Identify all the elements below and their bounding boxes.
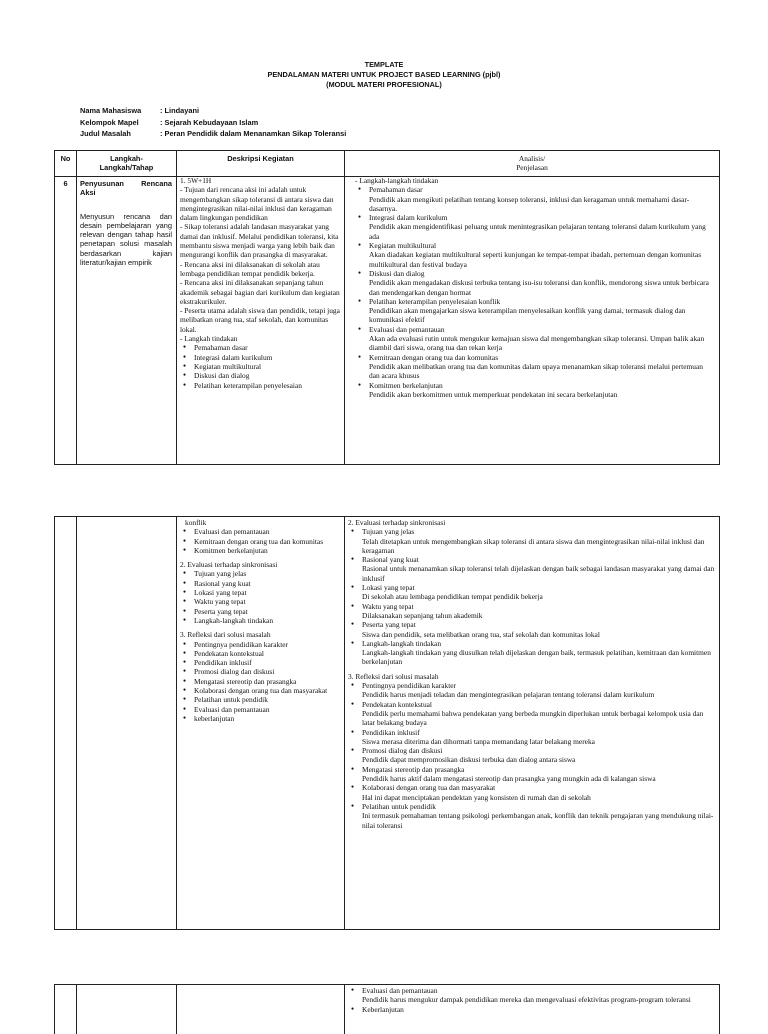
column-header-langkah: Langkah- Langkah/Tahap	[99, 154, 154, 173]
meta-row-group	[80, 117, 346, 129]
analysis-item-title: ● Kegiatan multikultural	[355, 241, 715, 250]
list-item: ● Pendekatan kontekstual	[180, 649, 342, 658]
meta-label: Kelompok Mapel	[80, 117, 139, 127]
analysis-item-title: ● Keberlanjutan	[348, 1005, 716, 1014]
analysis-item-text: Pendidik akan melibatkan orang tua dan komunitas dalam upaya menanamkan sikap toleransi melalui pertemuan dan acara khusus	[369, 361, 703, 381]
analysis-item-title: ● Rasional yang kuat	[348, 555, 716, 564]
description-paragraph: - Langkah tindakan	[180, 334, 238, 344]
description-paragraph: - Rencana aksi ini dilaksanakan sepanjang tahun akademik sebagai bagian dari kurikulum dan kegiatan ekstrakurikuler.	[180, 278, 340, 306]
analysis-item-text: Pendidik harus menjadi teladan dan mengintegrasikan pelajaran tentang toleransi dalam kurikulum	[362, 690, 655, 700]
step-title: Penyusunan Rencana Aksi	[80, 179, 172, 198]
analysis-item-title: ● Kemitraan dengan orang tua dan komunitas	[355, 353, 715, 362]
list-item: ● Komitmen berkelanjutan	[180, 546, 342, 555]
analysis-item-title: ● Pendekatan kontekstual	[348, 700, 716, 709]
section-title: 3. Refleksi dari solusi masalah	[180, 630, 271, 640]
analysis-item-text: Pendidik harus mengukur dampak pendidikan mereka dan mengevaluasi efektivitas program-program toleransi	[362, 995, 691, 1005]
list-item: ● keberlanjutan	[180, 714, 342, 723]
section-title: 3. Refleksi dari solusi masalah	[348, 671, 439, 681]
analysis-item-text: Pendidik perlu memahami bahwa pendekatan yang berbeda mungkin diperlukan untuk berbagai kelompok usia dan latar belakang budaya	[362, 708, 704, 728]
meta-row-title	[80, 128, 346, 140]
description-continued: konflik	[185, 518, 207, 527]
analysis-item-title: ● Kolaborasi dengan orang tua dan masyarakat	[348, 783, 716, 792]
description-cell	[180, 176, 342, 390]
list-item: ● Pendidikan inklusif	[180, 658, 342, 667]
analysis-item-text: Pendidik akan mengidentifikasi peluang untuk menintegrasikan pelajaran tentang toleransi dalam kurikulum yang ada	[369, 222, 706, 241]
list-item: ● Waktu yang tepat	[180, 597, 342, 606]
header-line-3: (MODUL MATERI PROFESIONAL)	[326, 80, 442, 89]
analysis-item-text: Langkah-langkah tindakan yang diusulkan telah dijelaskan dengan baik, termasuk pelatihan, kemitraan dan komitmen berkelanjutan	[362, 648, 711, 667]
list-item: ● Lokasi yang tepat	[180, 588, 342, 597]
analysis-item-text: Siswa merasa diterima dan dihormati tanpa memandang latar belakang mereka	[362, 736, 595, 746]
list-item: ● Diskusi dan dialog	[180, 371, 342, 380]
list-item: ● Kemitraan dengan orang tua dan komunitas	[180, 537, 342, 546]
analysis-item-text: Hal ini dapat menciptakan pendektan yang konsisten di rumah dan di sekolah	[362, 792, 591, 802]
column-header-deskripsi: Deskripsi Kegiatan	[227, 154, 294, 163]
header-line-2: PENDALAMAN MATERI UNTUK PROJECT BASED LEARNING (pjbl)	[267, 70, 501, 79]
meta-info	[80, 105, 346, 140]
description-cell	[180, 518, 342, 723]
list-item: ● Promosi dialog dan diskusi	[180, 667, 342, 676]
analysis-item-text: Akan diadakan kegiatan multikultural seperti kunjungan ke tempat-tempat ibadah, pertemuan dengan komunitas multikultural dan festival budaya	[369, 250, 702, 269]
list-item: ● Mengatasi stereotip dan prasangka	[180, 677, 342, 686]
analysis-item-text: Dilaksanakan sepanjang tahun akademik	[362, 610, 483, 620]
analysis-item-text: Rasional untuk menanamkan sikap toleransi telah dijelaskan dengan baik sebagai landasan masyarakat yang damai dan inklusif	[362, 564, 715, 583]
description-paragraph: - Rencana aksi ini dilaksanakan di sekolah atau lembaga pendidikan tempat pendidik bekerja.	[180, 259, 320, 278]
list-item: ● Evaluasi dan pemantauan	[180, 527, 342, 536]
meta-value: : Sejarah Kebudayaan Islam	[160, 117, 259, 127]
analysis-item-text: Pendidikan akan mengajarkan siswa keterampilan menyelesaikan konflik yang damai, termasuk dialog dan komunikasi efektif	[369, 306, 686, 325]
analysis-item-text: Pendidik akan berkomitmen untuk memperkuat pendekatan ini secara berkelanjutan	[369, 389, 618, 399]
analysis-item-text: Telah ditetapkan untuk mengembangkan sikap toleransi di antara siswa dan mengintegrasikan nilai-nilai inklusi dan keragaman	[362, 536, 705, 555]
analysis-item-title: ● Pelatihan keterampilan penyelesaian konflik	[355, 297, 715, 306]
analysis-item-title: ● Evaluasi dan pemantauan	[348, 986, 716, 995]
analysis-item-title: ● Waktu yang tepat	[348, 602, 716, 611]
analysis-item-title: ● Evaluasi dan pemantauan	[355, 325, 715, 334]
list-item: ● Kolaborasi dengan orang tua dan masyarakat	[180, 686, 342, 695]
analysis-cell	[348, 986, 716, 1014]
list-item: ● Pemahaman dasar	[180, 343, 342, 352]
section-title: 2. Evaluasi terhadap sinkronisasi	[180, 560, 278, 570]
analysis-item-text: Pendidik dapat mempromosikan diskusi terbuka dan dialog antara siswa	[362, 755, 576, 765]
meta-value: : Lindayani	[160, 106, 200, 115]
row-number: 6	[63, 179, 68, 188]
analysis-item-text: Pendidik akan mengadakan diskusi terbuka tentang isu-isu toleransi dan konflik, mendorong siswa untuk berbicara dan mendengarkan dengan hormat	[369, 278, 709, 297]
list-item: ● Evaluasi dan pemantauan	[180, 705, 342, 714]
analysis-item-title: ● Komitmen berkelanjutan	[355, 381, 715, 390]
analysis-item-title: ● Pendidikan inklusif	[348, 728, 716, 737]
table-section-1	[54, 150, 720, 465]
list-item: ● Langkah-langkah tindakan	[180, 616, 342, 625]
analysis-item-text: Pendidik harus aktif dalam mengatasi stereotip dan prasangka yang mungkin ada di kalangan siswa	[362, 774, 656, 784]
analysis-item-title: ● Langkah-langkah tindakan	[348, 639, 716, 648]
list-item: ● Pentingnya pendidikan karakter	[180, 640, 342, 649]
analysis-item-title: ● Diskusi dan dialog	[355, 269, 715, 278]
analysis-item-title: ● Integrasi dalam kurikulum	[355, 213, 715, 222]
analysis-cell	[355, 176, 715, 399]
section-title: 2. Evaluasi terhadap sinkronisasi	[348, 518, 446, 527]
description-paragraph: - Peserta utama adalah siswa dan pendidik, tetapi juga melibatkan orang tua, staf sekolah, dan komunitas lokal.	[180, 306, 340, 334]
analysis-item-title: ● Pelatihan untuk pendidik	[348, 802, 716, 811]
list-item: ● Tujuan yang jelas	[180, 569, 342, 578]
list-item: ● Pelatihan untuk pendidik	[180, 695, 342, 704]
meta-row-name	[80, 105, 346, 117]
header-line-1: TEMPLATE	[364, 60, 404, 69]
analysis-item-text: Ini termasuk pemahaman tentang psikologi perkembangan anak, konflik dan teknik pengajaran yang mendukung nilai-nilai toleransi	[362, 811, 714, 830]
meta-label: Nama Mahasiswa	[80, 106, 142, 115]
analysis-item-text: Di sekolah atau lembaga pendidikan tempat pendidik bekerja	[362, 592, 543, 602]
analysis-item-title: ● Tujuan yang jelas	[348, 527, 716, 536]
step-cell	[80, 179, 172, 267]
list-item: ● Integrasi dalam kurikulum	[180, 353, 342, 362]
meta-label: Judul Masalah	[80, 129, 131, 139]
analysis-item-title: ● Peserta yang tepat	[348, 620, 716, 629]
list-item: ● Kegiatan multikultural	[180, 362, 342, 371]
analysis-item-title: ● Pemahaman dasar	[355, 185, 715, 194]
analysis-item-title: ● Promosi dialog dan diskusi	[348, 746, 716, 755]
document-header	[0, 60, 768, 90]
list-item: ● Rasional yang kuat	[180, 579, 342, 588]
analysis-title: - Langkah-langkah tindakan	[355, 176, 439, 185]
table-section-3	[54, 984, 720, 1034]
list-item: ● Peserta yang tepat	[180, 607, 342, 616]
analysis-item-title: ● Lokasi yang tepat	[348, 583, 716, 592]
list-item: ● Pelatihan keterampilan penyelesaian	[180, 381, 342, 390]
column-header-no: No	[60, 154, 71, 163]
analysis-item-text: Akan ada evaluasi rutin untuk mengukur kemajuan siswa dal mengembangkan sikap toleransi. Umpan balik akan diambil dari siswa, orang tua dan rekan kerja	[369, 334, 705, 353]
analysis-cell	[348, 518, 716, 830]
description-paragraph: - Sikap toleransi adalah landasan masyarakat yang damai dan inklusif. Melalui pendidikan toleransi, kita membantu siswa menjadi warga yang lebih baik dan mengurangi konflik dan prasangka di masyarakat.	[180, 222, 339, 260]
analysis-item-text: Pendidik akan mengikuti pelatihan tentang konsep toleransi, inklusi dan keragaman untuk memahami dasar-dasarnya.	[369, 194, 690, 213]
description-title: 1. 5W+1H	[180, 176, 212, 185]
analysis-item-text: Siswa dan pendidik, seta melibatkan orang tua, staf sekolah dan komunitas lokal	[362, 629, 600, 639]
column-header-analisis: Analisis/ Penjelasan	[516, 154, 548, 173]
table-section-2	[54, 516, 720, 930]
step-description: Menyusun rencana dan desain pembelajaran yang relevan dengan tahap hasil penetapan solusi masalah berdasarkan kajian literatur/kajian empirik	[80, 211, 172, 268]
description-paragraph: - Tujuan dari rencana aksi ini adalah untuk mengembangkan sikap toleransi di antara siswa dan mengintegrasikan nilai-nilai inklusi dan keragaman dalam lingkungan pendidikan	[180, 185, 334, 223]
analysis-item-title: ● Pentingnya pendidikan karakter	[348, 681, 716, 690]
meta-value: : Peran Pendidik dalam Menanamkan Sikap Toleransi	[160, 129, 347, 139]
analysis-item-title: ● Mengatasi stereotip dan prasangka	[348, 765, 716, 774]
